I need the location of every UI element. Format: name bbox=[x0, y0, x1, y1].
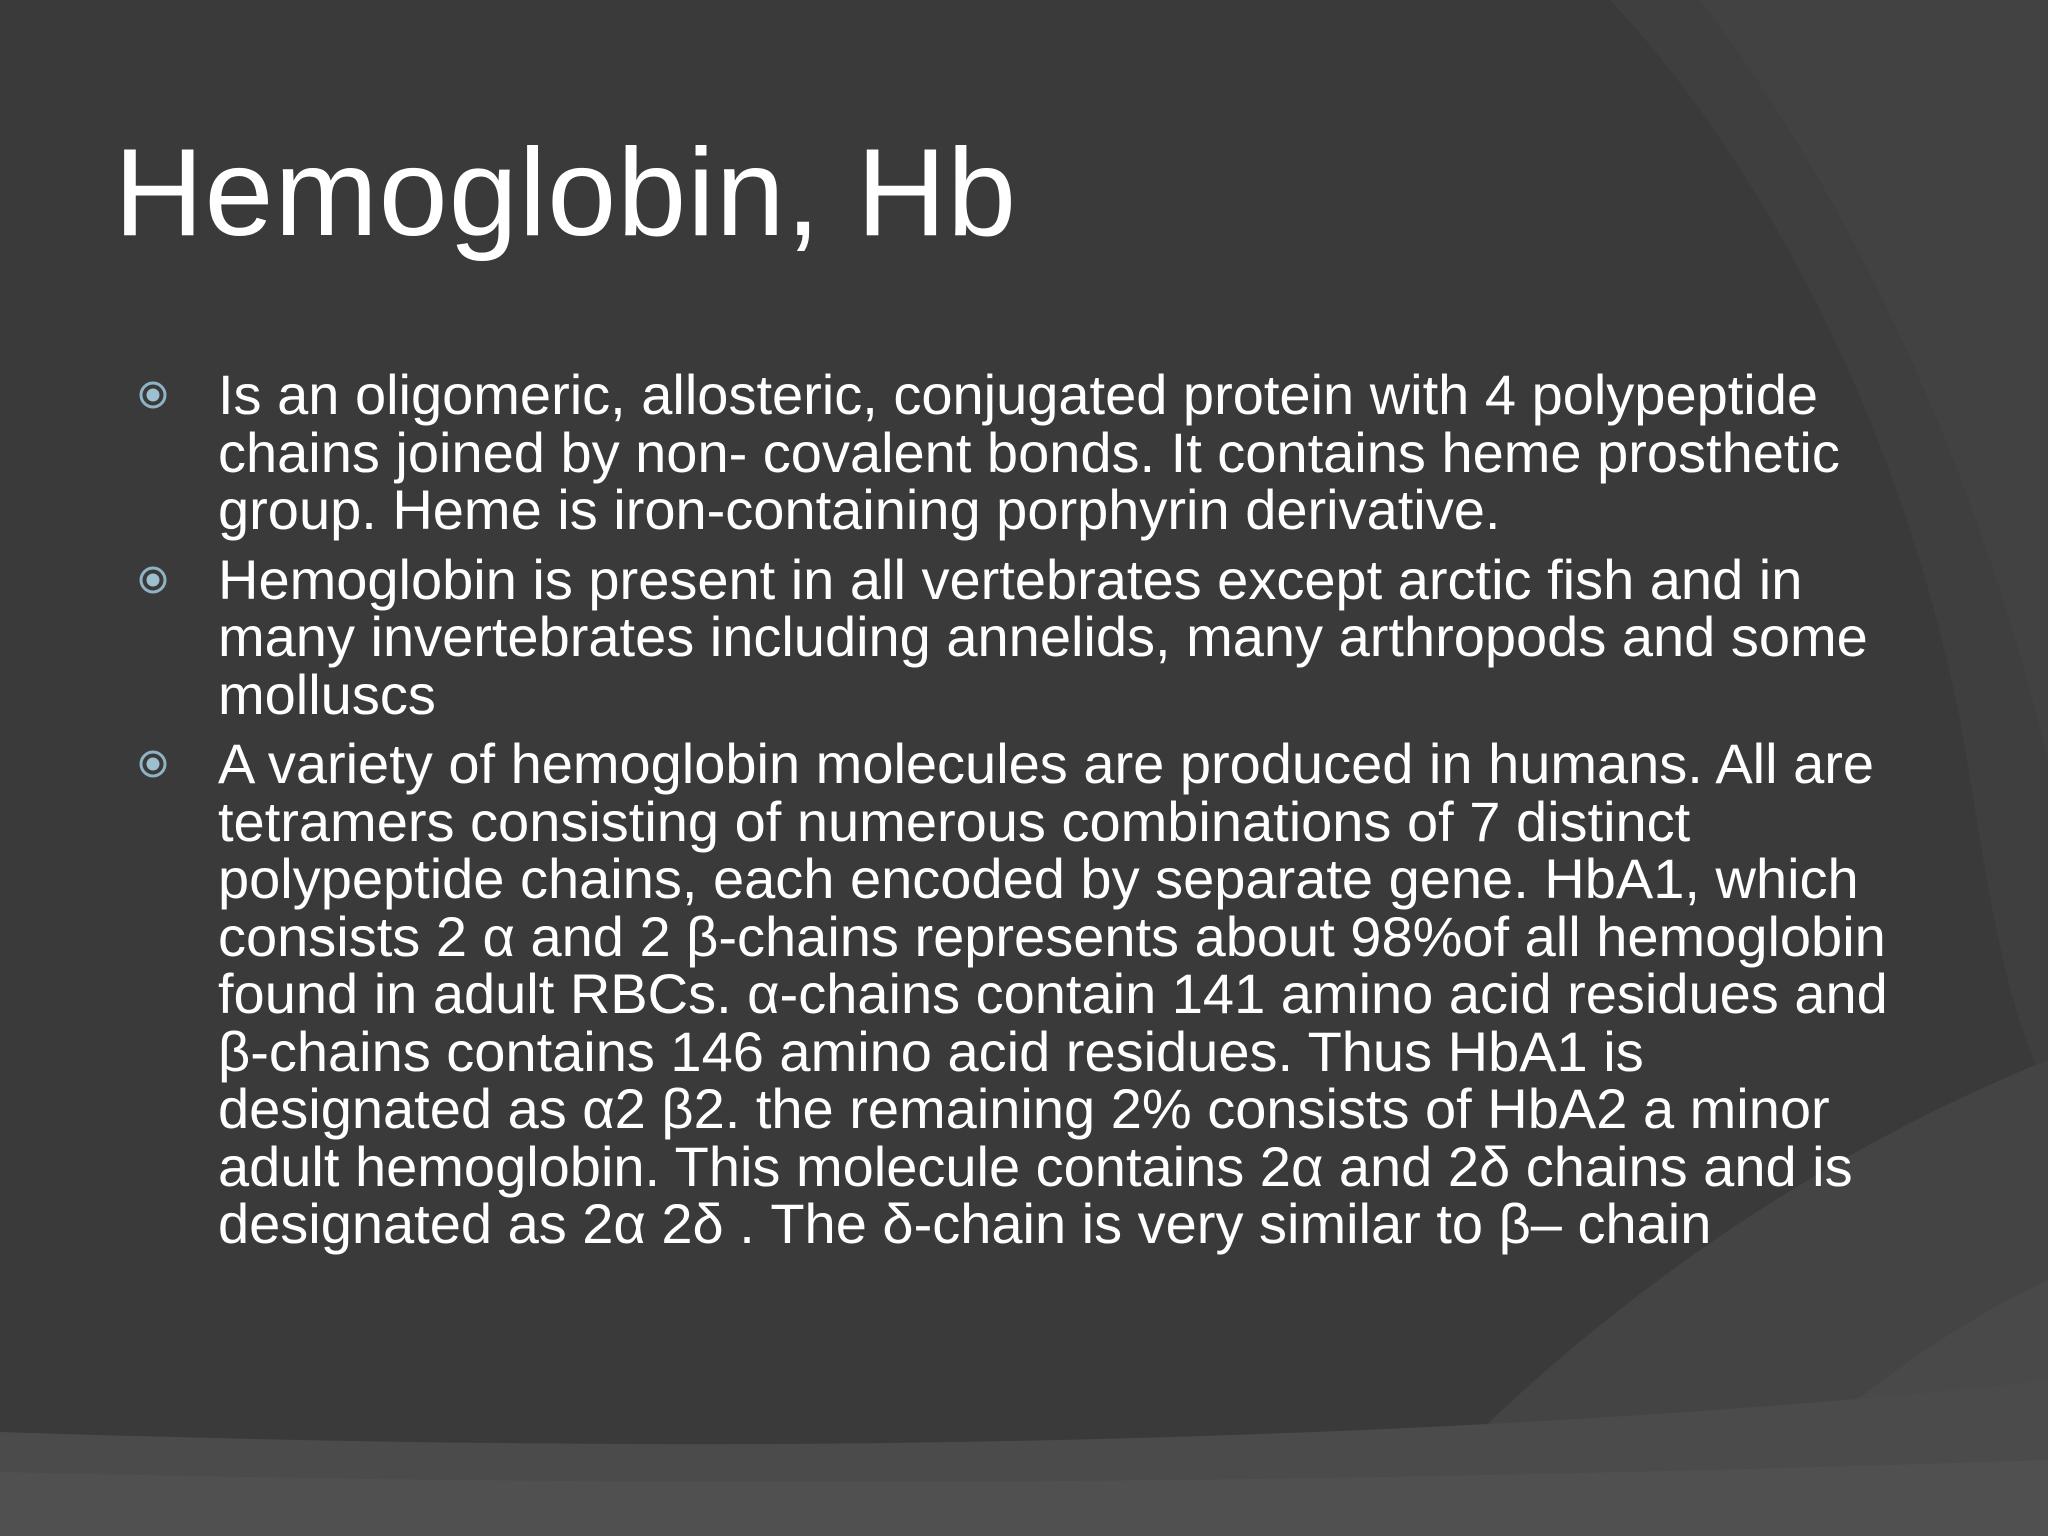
circle-bullet-icon bbox=[138, 565, 168, 595]
bullet-list bbox=[138, 363, 1918, 1265]
bullet-item-1 bbox=[138, 363, 1918, 541]
bullet-text-2: Hemoglobin is present in all vertebrates except arctic fish and in many invertebrates including annelids, many arthropods and some molluscs bbox=[218, 547, 1868, 726]
circle-bullet-icon bbox=[138, 380, 168, 410]
bullet-text-3: A variety of hemoglobin molecules are produced in humans. All are tetramers consisting of numerous combinations of 7 distinct polypeptide chains, each encoded by separate gene. HbA1, which consists 2 α and 2 β-chains represents about 98%of all hemoglobin found in adult RBCs. α-chains contain 141 amino acid residues and β-chains contains 146 amino acid residues. Thus HbA1 is designated as α2 β2. the remaining 2% consists of HbA2 a minor adult hemoglobin. This molecule contains 2α and 2δ chains and is designated as 2α 2δ . The δ-chain is very similar to β– chain bbox=[218, 732, 1888, 1255]
bullet-item-3 bbox=[138, 732, 1918, 1255]
bullet-item-2 bbox=[138, 547, 1918, 726]
slide-title: Hemoglobin, Hb bbox=[114, 124, 1018, 262]
circle-bullet-icon bbox=[138, 749, 168, 779]
bullet-text-1: Is an oligomeric, allosteric, conjugated protein with 4 polypeptide chains joined by non- covalent bonds. It contains heme prosthetic group. Heme is iron-containing porphyrin derivative. bbox=[218, 363, 1840, 541]
